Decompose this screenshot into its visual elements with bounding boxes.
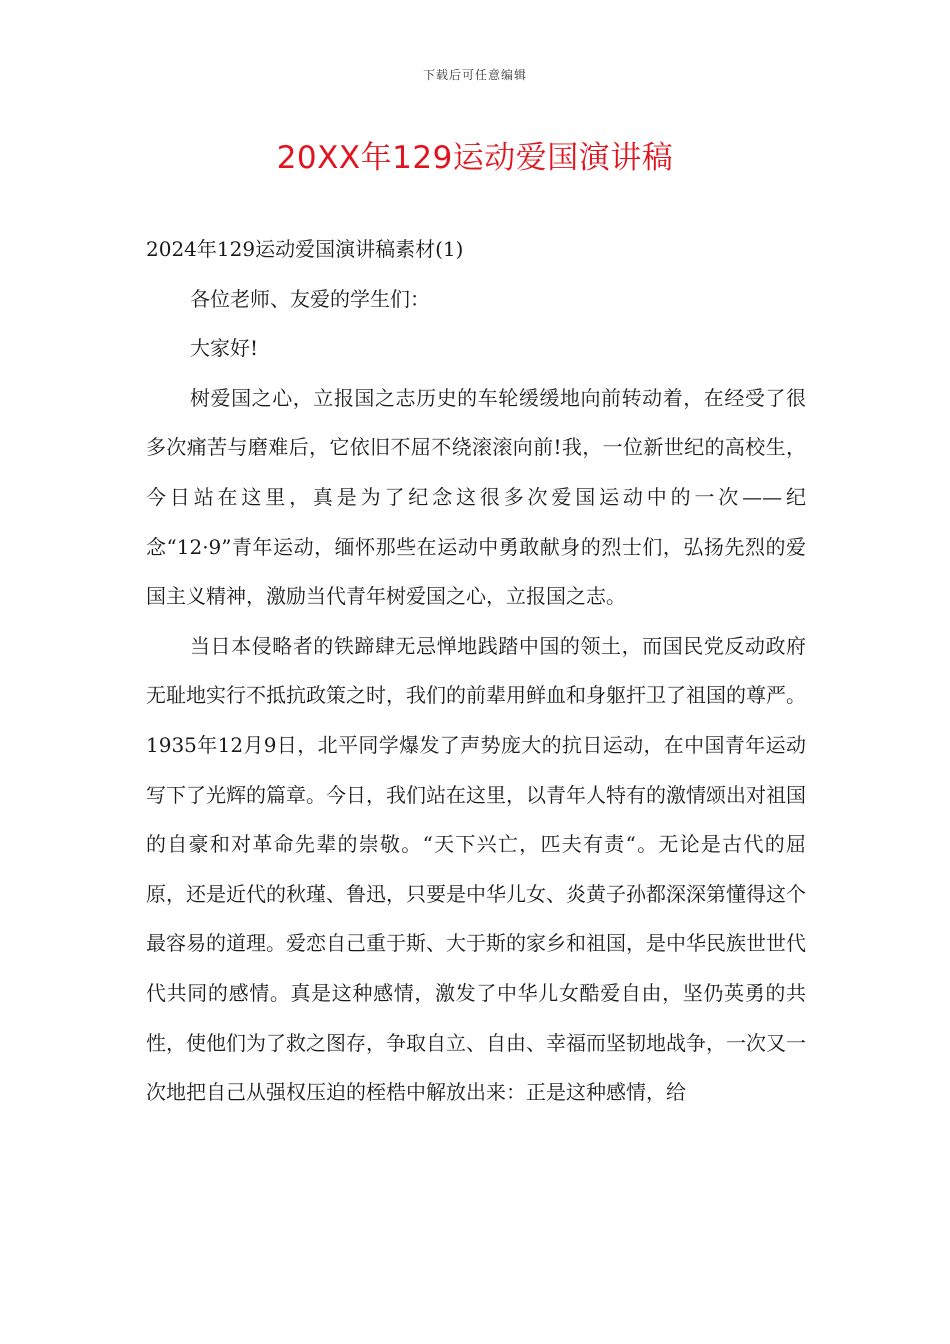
salutation-paragraph: 大家好! xyxy=(190,336,259,361)
header-note: 下载后可任意编辑 xyxy=(422,68,527,82)
document-body xyxy=(146,225,806,1118)
body-paragraph-2: 当日本侵略者的铁蹄肆无忌惮地践踏中国的领土，而国民党反动政府无耻地实行不抵抗政策之时，我们的前辈用鲜血和身躯扞卫了祖国的尊严。1935年12月9日，北平同学爆发了声势庞大的抗日运动，在中国青年运动写下了光辉的篇章。今日，我们站在这里，以青年人特有的激情颂出对祖国的自豪和对革命先辈的崇敬。“天下兴亡，匹夫有责“。无论是古代的屈原，还是近代的秋瑾、鲁迅，只要是中华儿女、炎黄子孙都深深第懂得这个最容易的道理。爱恋自己重于斯、大于斯的家乡和祖国，是中华民族世世代代共同的感情。真是这种感情，激发了中华儿女酷爱自由，坚仍英勇的共性，使他们为了救之图存，争取自立、自由、幸福而坚韧地战争，一次又一次地把自己从强权压迫的桎梏中解放出来：正是这种感情，给 xyxy=(146,633,806,1105)
greeting-paragraph: 各位老师、友爱的学生们： xyxy=(190,286,430,311)
document-title: 20XX年129运动爱国演讲稿 xyxy=(276,140,674,176)
document-subtitle: 2024年129运动爱国演讲稿素材(1) xyxy=(146,237,464,261)
body-paragraph-1: 树爱国之心，立报国之志历史的车轮缓缓地向前转动着，在经受了很多次痛苦与磨难后，它依旧不屈不绕滚滚向前!我，一位新世纪的高校生，今日站在这里，真是为了纪念这很多次爱国运动中的一次——纪念“12·9”青年运动，缅怀那些在运动中勇敢献身的烈士们，弘扬先烈的爱国主义精神，激励当代青年树爱国之心，立报国之志。 xyxy=(146,385,806,609)
